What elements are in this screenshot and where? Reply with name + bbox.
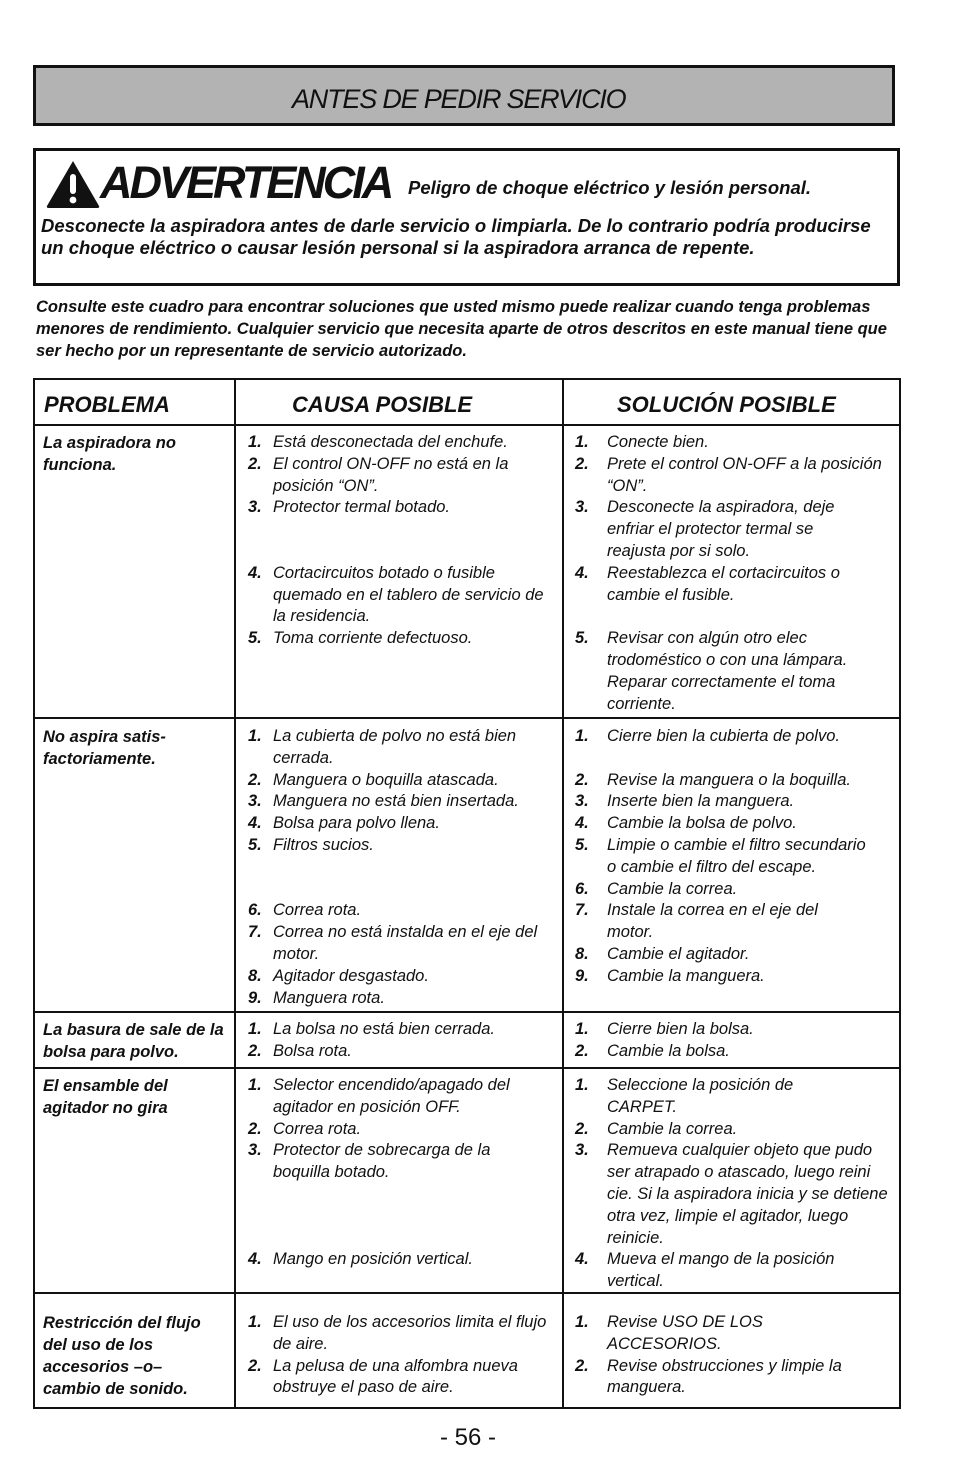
list-item: 3. Protector de sobrecarga de la boquilla botado. [248,1141,491,1182]
row-divider [35,1067,899,1069]
list-item: 1. La bolsa no está bien cerrada. [248,1020,495,1038]
section-title-bar [33,65,895,126]
column-divider [234,380,236,1407]
list-item: 2. Bolsa rota. [248,1041,352,1060]
page-number: - 56 - [440,1424,497,1451]
list-item: 7. Instale la correa en el eje del motor. [575,901,818,942]
list-item: 1. Está desconectada del enchufe. [248,433,508,451]
list-item: 5. Toma corriente defectuoso. [248,629,473,648]
list-item: 6. Correa rota. [248,901,362,920]
cause-cell [248,432,560,650]
solution-cell [575,432,893,715]
list-item: 2. Cambie la bolsa. [575,1041,730,1060]
header-problem: PROBLEMA [44,392,170,417]
list-item: 9. Manguera rota. [248,988,385,1007]
list-item: 6. Cambie la correa. [575,879,738,898]
list-item: 4. Reestablezca el cortacircuitos o cambie el fusible. [575,563,840,604]
row-divider [35,424,899,426]
problem-cell: Restricción del flujo del uso de los accesorios –o– cambio de sonido. [43,1314,201,1398]
list-item: 2. La pelusa de una alfombra nueva obstruye el paso de aire. [248,1356,518,1397]
list-item: 2. El control ON-OFF no está en la posición “ON”. [248,454,509,495]
list-item: 4. Mango en posición vertical. [248,1250,473,1269]
list-item: 2. Revise obstrucciones y limpie la manguera. [575,1356,842,1397]
intro-paragraph: Consulte este cuadro para encontrar soluciones que usted mismo puede realizar cuando tenga problemas menores de rendimiento. Cualquier servicio que necesita aparte de otros descritos en este manual tiene que ser hecho por un representante de servicio autorizado. [36,298,887,360]
header-solution: SOLUCIÓN POSIBLE [617,392,836,417]
list-item: 1. La cubierta de polvo no está bien cerrada. [248,727,517,767]
problem-cell: El ensamble del agitador no gira [43,1077,168,1117]
list-item: 3. Protector termal botado. [248,498,451,517]
problem-cell: La aspiradora no funciona. [43,434,176,474]
solution-cell [575,726,893,988]
list-item: 4. Bolsa para polvo llena. [248,814,440,833]
header-cause: CAUSA POSIBLE [292,392,473,417]
list-item: 1. Selector encendido/apagado del agitador en posición OFF. [248,1076,510,1116]
list-item: 1. El uso de los accesorios limita el flujo de aire. [248,1313,547,1353]
list-item: 2. Cambie la correa. [575,1119,738,1138]
warning-subtitle: Peligro de choque eléctrico y lesión personal. [408,177,812,198]
warning-triangle-icon [45,159,101,209]
list-item: 5. Filtros sucios. [248,835,374,854]
row-divider [35,1011,899,1013]
list-item: 2. Correa rota. [248,1119,362,1138]
list-item: 4. Cortacircuitos botado o fusible quemado en el tablero de servicio de la residencia. [248,563,544,626]
list-item: 5. Limpie o cambie el filtro secundario o cambie el filtro del escape. [575,835,866,876]
problem-cell: La basura de sale de la bolsa para polvo. [43,1021,224,1061]
list-item: 5. Revisar con algún otro elec trodoméstico o con una lámpara. Reparar correctamente el toma corriente. [575,629,848,713]
solution-cell [575,1312,893,1399]
list-item: 3. Remueva cualquier objeto que pudo ser atrapado o atascado, luego reini cie. Si la aspiradora inicia y se detiene otra vez, limpie el agitador, luego reinicie. [575,1141,888,1247]
warning-body: Desconecte la aspiradora antes de darle servicio o limpiarla. De lo contrario podría producirse un choque eléctrico o causar lesión personal si la aspiradora arranca de repente. [41,215,871,258]
list-item: 1. Revise USO DE LOS ACCESORIOS. [575,1313,763,1353]
list-item: 3. Manguera no está bien insertada. [248,792,519,811]
cause-cell [248,1075,560,1271]
list-item: 3. Inserte bien la manguera. [575,792,795,811]
warning-box [33,148,900,286]
list-item: 2. Manguera o boquilla atascada. [248,770,499,789]
list-item: 9. Cambie la manguera. [575,966,765,985]
list-item: 1. Seleccione la posición de CARPET. [575,1076,794,1116]
problem-cell: No aspira satis-factoriamente. [43,728,166,768]
cause-cell [248,726,560,1009]
column-divider [562,380,564,1407]
troubleshooting-table [33,378,901,1409]
list-item: 3. Desconecte la aspiradora, deje enfriar el protector termal se reajusta por si solo. [575,498,835,560]
list-item: 1. Conecte bien. [575,433,709,451]
list-item: 1. Cierre bien la cubierta de polvo. [575,727,840,745]
list-item: 2. Revise la manguera o la boquilla. [575,770,851,789]
solution-cell [575,1019,893,1063]
cause-cell [248,1019,560,1063]
row-divider [35,717,899,719]
cause-cell [248,1312,560,1399]
list-item: 4. Cambie la bolsa de polvo. [575,814,797,833]
list-item: 7. Correa no está instalda en el eje del motor. [248,923,538,963]
list-item: 8. Cambie el agitador. [575,944,750,963]
warning-word: ADVERTENCIA [100,157,392,208]
list-item: 8. Agitador desgastado. [248,966,429,985]
list-item: 1. Cierre bien la bolsa. [575,1020,754,1038]
section-title: ANTES DE PEDIR SERVICIO [292,84,626,114]
list-item: 2. Prete el control ON-OFF a la posición “ON”. [575,454,882,495]
list-item: 4. Mueva el mango de la posición vertical. [575,1250,835,1291]
solution-cell [575,1075,893,1293]
